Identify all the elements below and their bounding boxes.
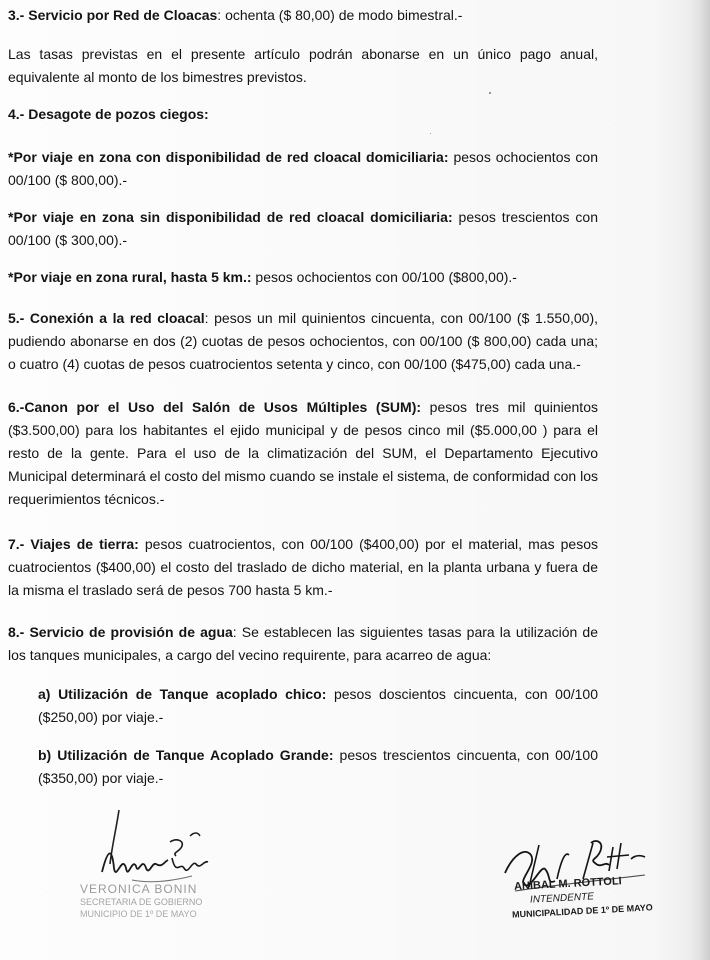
right-stamp-role: INTENDENTE [529, 891, 595, 906]
section-4-item-3-label: *Por viaje en zona rural, hasta 5 km.: [8, 269, 252, 285]
section-6 [8, 396, 598, 511]
section-8 [8, 621, 598, 667]
left-stamp-role: SECRETARIA DE GOBIERNO [80, 897, 203, 907]
section-4-item-1-label: *Por viaje en zona con disponibilidad de red cloacal domiciliaria: [8, 149, 449, 165]
page-edge-shadow [688, 0, 710, 960]
section-8-text: : Se establecen las siguientes tasas para la utilización de los tanques municipales, a cargo del vecino requirente, para acarreo de agua: [8, 624, 598, 663]
section-4-heading-text: 4.- Desagote de pozos ciegos: [8, 106, 209, 122]
section-4-item-1 [8, 146, 598, 192]
section-4-item-2 [8, 206, 598, 252]
section-8-item-a-text: pesos doscientos cincuenta, con 00/100 ($250,00) por viaje.- [38, 686, 598, 725]
section-3 [8, 4, 598, 27]
section-4-item-1-text: pesos ochocientos con 00/100 ($ 800,00).- [8, 149, 599, 188]
section-3-text: : ochenta ($ 80,00) de modo bimestral.- [217, 7, 463, 23]
section-4-item-2-label: *Por viaje en zona sin disponibilidad de red cloacal domiciliaria: [8, 209, 453, 225]
section-4-item-3 [8, 266, 598, 289]
section-8-heading: 8.- Servicio de provisión de agua [8, 624, 233, 640]
section-8-item-a-label: a) Utilización de Tanque acoplado chico: [38, 686, 327, 702]
section-3-heading: 3.- Servicio por Red de Cloacas [8, 7, 218, 23]
section-3-note: Las tasas previstas en el presente artículo podrán abonarse en un único pago anual, equivalente al monto de los bimestres previstos. [8, 46, 598, 85]
left-stamp-name: VERONICA BONIN [80, 882, 198, 896]
section-5 [8, 307, 598, 376]
section-8-item-a [38, 683, 598, 729]
section-6-text: pesos tres mil quinientos ($3.500,00) para los habitantes el ejido municipal y de pesos cinco mil ($5.000,00 ) para el resto de la gente. Para el uso de la climatización del SUM, el Departamento Ejecutivo Municipal determinará el costo del mismo cuando se instale el sistema, de conformidad con los requerimientos técnicos.- [8, 399, 598, 507]
section-4-item-3-text: pesos ochocientos con 00/100 ($800,00).- [251, 269, 517, 285]
right-stamp-name: ANIBAL M. ROTTOLI [513, 875, 623, 893]
section-7-text: pesos cuatrocientos, con 00/100 ($400,00) por el material, mas pesos cuatrocientos ($400,00) el costo del traslado de dicho material, en la planta urbana y fuera de la misma el traslado será de pesos 700 hasta 5 km.- [8, 536, 599, 598]
scan-speck [489, 92, 491, 94]
section-4-item-2-text: pesos trescientos con 00/100 ($ 300,00).- [8, 209, 598, 248]
section-8-item-b-text: pesos trescientos cincuenta, con 00/100 ($350,00) por viaje.- [38, 747, 598, 786]
left-stamp-municipality: MUNICIPIO DE 1º DE MAYO [80, 909, 197, 919]
section-5-text: : pesos un mil quinientos cincuenta, con 00/100 ($ 1.550,00), pudiendo abonarse en dos (2) cuotas de pesos ochocientos, con 00/100 ($ 800,00) cada una; o cuatro (4) cuotas de pesos cuatrocientos setenta y cinco, con 00/100 ($475,00) cada una.- [8, 310, 598, 372]
scan-speck [430, 133, 431, 134]
section-4-heading [8, 103, 598, 126]
section-6-heading: 6.-Canon por el Uso del Salón de Usos Múltiples (SUM): [8, 399, 422, 415]
section-7 [8, 533, 598, 602]
section-7-heading: 7.- Viajes de tierra: [8, 536, 139, 552]
section-5-heading: 5.- Conexión a la red cloacal [8, 310, 205, 326]
section-8-item-b-label: b) Utilización de Tanque Acoplado Grande: [38, 747, 334, 763]
right-stamp-municipality: MUNICIPALIDAD DE 1º DE MAYO [511, 902, 653, 920]
section-8-item-b [38, 744, 598, 790]
